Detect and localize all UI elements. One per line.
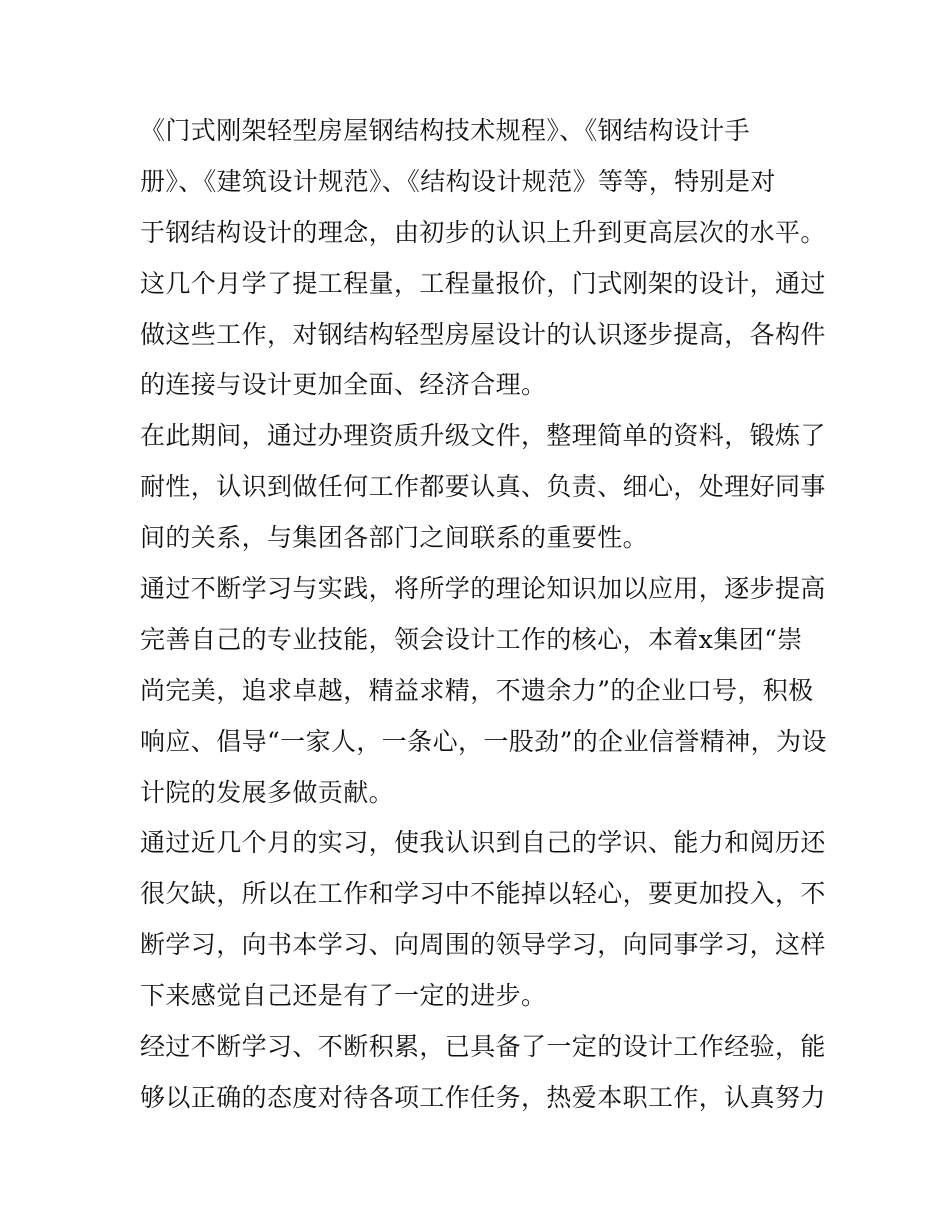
text-line: 间的关系，与集团各部门之间联系的重要性。 (140, 523, 649, 553)
text-line: 册》、《建筑设计规范》、《结构设计规范》等等，特别是对 (140, 166, 776, 196)
text-line: 《门式刚架轻型房屋钢结构技术规程》、《钢结构设计手 (140, 116, 751, 145)
text-line: 在此期间，通过办理资质升级文件，整理简单的资料，锻炼了 (140, 421, 826, 451)
text-line: 尚完美，追求卓越，精益求精，不遗余力”的企业口号，积极 (140, 675, 814, 705)
text-line: 经过不断学习、不断积累，已具备了一定的设计工作经验，能 (140, 1032, 826, 1062)
text-line: 通过不断学习与实践，将所学的理论知识加以应用，逐步提高 (140, 574, 826, 604)
text-line: 耐性，认识到做任何工作都要认真、负责、细心，处理好同事 (140, 472, 826, 502)
text-line: 的连接与设计更加全面、经济合理。 (140, 370, 547, 400)
text-line: 完善自己的专业技能，领会设计工作的核心，本着x集团“崇 (140, 624, 803, 654)
document-body (140, 106, 830, 1124)
text-line: 够以正确的态度对待各项工作任务，热爱本职工作，认真努力 (140, 1082, 826, 1112)
text-line: 计院的发展多做贡献。 (140, 777, 395, 807)
text-line: 很欠缺，所以在工作和学习中不能掉以轻心，要更加投入，不 (140, 879, 826, 909)
text-line: 于钢结构设计的理念，由初步的认识上升到更高层次的水平。 (140, 217, 826, 247)
text-line: 响应、倡导“一家人，一条心，一股劲”的企业信誉精神，为设 (140, 726, 827, 756)
text-line: 做这些工作，对钢结构轻型房屋设计的认识逐步提高，各构件 (140, 319, 826, 349)
text-line: 断学习，向书本学习、向周围的领导学习，向同事学习，这样 (140, 930, 826, 960)
text-line: 这几个月学了提工程量，工程量报价，门式刚架的设计，通过 (140, 268, 826, 298)
text-line: 下来感觉自己还是有了一定的进步。 (140, 981, 547, 1011)
text-line: 通过近几个月的实习，使我认识到自己的学识、能力和阅历还 (140, 828, 826, 858)
